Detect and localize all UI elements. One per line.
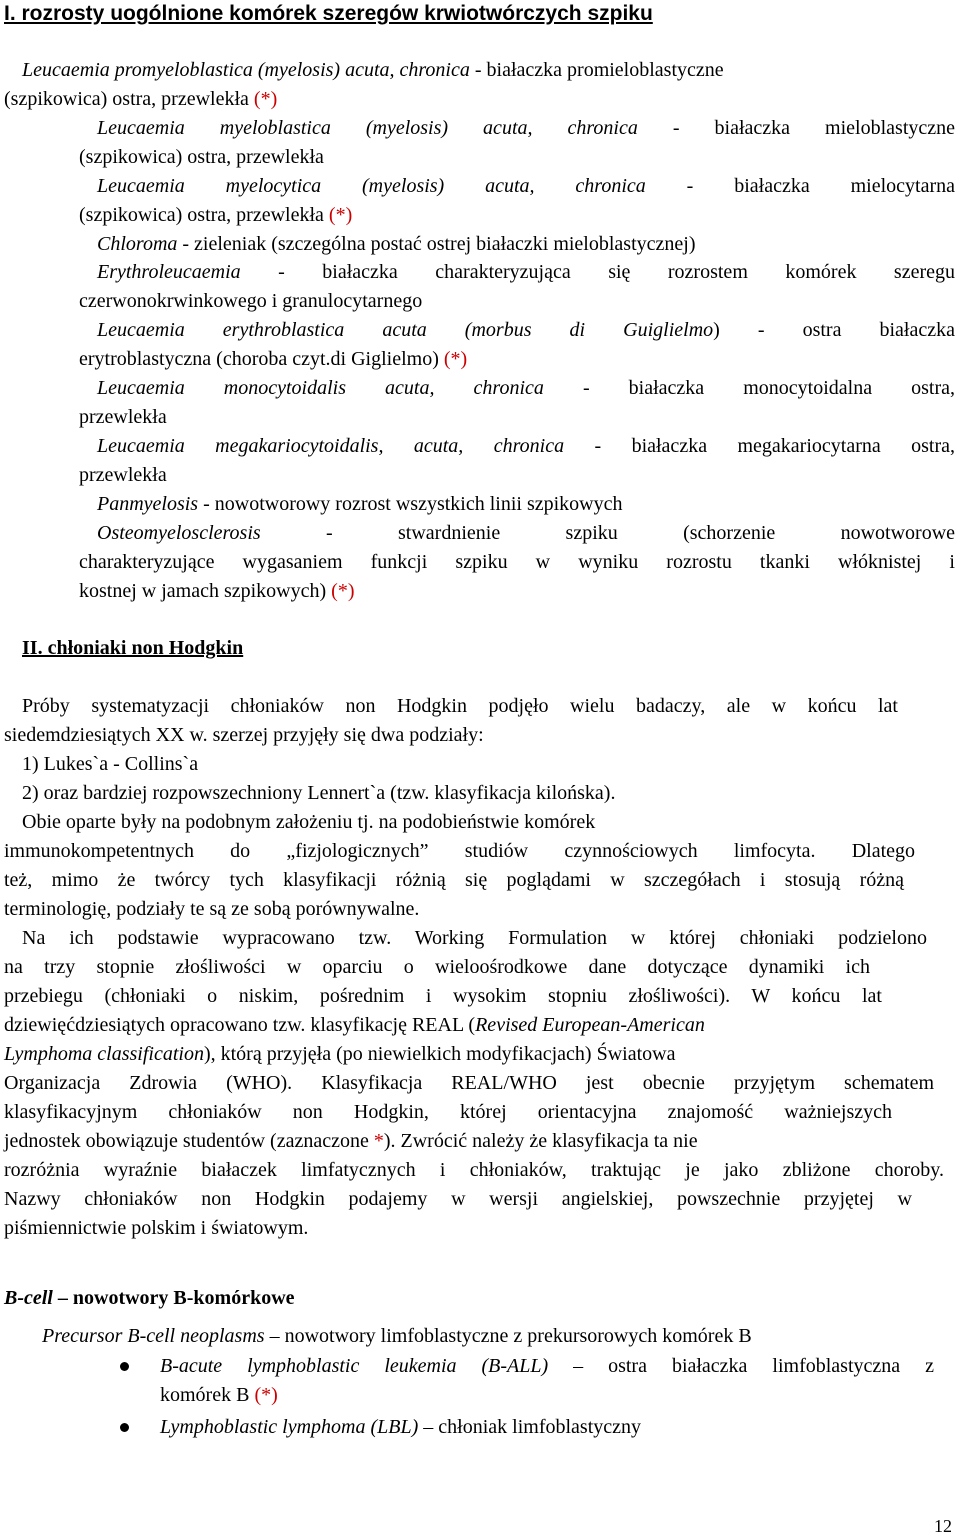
entry-text: (szpikowica) ostra, przewlekła bbox=[79, 204, 324, 226]
list-item-text: – chłoniak limfoblastyczny bbox=[423, 1416, 642, 1438]
paragraph-line: przebiegu (chłoniaki o niskim, pośrednim i wysokim stopniu złośliwości). W końcu lat bbox=[4, 985, 882, 1007]
entry-term: Leucaemia myelocytica (myelosis) acuta, chronica bbox=[97, 175, 646, 197]
paragraph-text: ), którą przyjęła (po niewielkich modyfikacjach) Światowa bbox=[203, 1043, 676, 1065]
paragraph-line: Organizacja Zdrowia (WHO). Klasyfikacja REAL/WHO jest obecnie przyjętym schematem bbox=[4, 1072, 934, 1094]
entry-text: - zieleniak (szczególna postać ostrej białaczki mieloblastycznej) bbox=[182, 233, 696, 255]
list-item-term: Lymphoblastic lymphoma (LBL) bbox=[160, 1416, 419, 1438]
entry-term: Leucaemia erythroblastica acuta (morbus di Guiglielmo bbox=[97, 319, 714, 341]
entry-line bbox=[97, 519, 955, 547]
entry-text: erytroblastyczna (choroba czyt.di Giglielmo) bbox=[79, 348, 439, 370]
category-line bbox=[42, 1322, 752, 1350]
bcell-heading bbox=[4, 1284, 295, 1312]
paragraph-line: na trzy stopnie złośliwości w oparciu o wieloośrodkowe dane dotyczące dynamiki ich bbox=[4, 956, 870, 978]
paragraph-line: Obie oparte były na podobnym założeniu tj. na podobieństwie komórek bbox=[22, 811, 596, 833]
paragraph-line bbox=[4, 1040, 675, 1068]
paragraph-italic: Lymphoma classification bbox=[4, 1043, 204, 1065]
entry-line: przewlekła bbox=[79, 406, 167, 428]
section-heading-1: I. rozrosty uogólnione komórek szeregów krwiotwórczych szpiku bbox=[4, 2, 653, 25]
star-mark: (*) bbox=[328, 204, 353, 226]
entry-text: - białaczka charakteryzująca się rozrostem komórek szeregu bbox=[278, 261, 955, 283]
bullet-icon bbox=[120, 1423, 129, 1432]
entry-line: charakteryzujące wygasaniem funkcji szpiku w wyniku rozrostu tkanki włóknistej i bbox=[79, 551, 955, 573]
category-text: – nowotwory limfoblastyczne z prekursorowych komórek B bbox=[269, 1325, 752, 1347]
entry-text: - białaczka mielocytarna bbox=[686, 175, 955, 197]
paragraph-line: Na ich podstawie wypracowano tzw. Working Formulation w której chłoniaki podzielono bbox=[22, 927, 927, 949]
entry-term: Erythroleucaemia bbox=[97, 261, 241, 283]
entry-term: Panmyelosis bbox=[97, 493, 199, 515]
entry-text: ) - ostra białaczka bbox=[713, 319, 955, 341]
entry-line bbox=[97, 432, 955, 460]
paragraph-line: klasyfikacyjnym chłoniaków non Hodgkin, której orientacyjna znajomość ważniejszych bbox=[4, 1101, 892, 1123]
list-item-cont bbox=[160, 1381, 278, 1409]
paragraph-line: też, mimo że twórcy tych klasyfikacji różnią się poglądami w szczegółach i stosują różną bbox=[4, 869, 904, 891]
entry-line bbox=[97, 316, 955, 344]
entry-line bbox=[97, 172, 955, 200]
entry-line bbox=[79, 345, 467, 373]
entry-line bbox=[97, 230, 696, 258]
paragraph-line bbox=[4, 1127, 698, 1155]
entry-line: przewlekła bbox=[79, 464, 167, 486]
list-item-text: komórek B bbox=[160, 1384, 250, 1406]
paragraph-text: jednostek obowiązuje studentów (zaznaczone bbox=[4, 1130, 369, 1152]
entry-text: - białaczka monocytoidalna ostra, bbox=[582, 377, 956, 399]
paragraph-line: rozróżnia wyraźnie białaczek limfatycznych i chłoniaków, traktując je jako zbliżone choroby. bbox=[4, 1159, 944, 1181]
star-mark: (*) bbox=[331, 580, 355, 602]
paragraph-line: terminologię, podziały te są ze sobą porównywalne. bbox=[4, 898, 420, 920]
bullet-icon bbox=[120, 1362, 129, 1371]
bcell-heading-text: – nowotwory B-komórkowe bbox=[57, 1287, 295, 1309]
entry-line bbox=[79, 201, 352, 229]
paragraph-line: siedemdziesiątych XX w. szerzej przyjęły się dwa podziały: bbox=[4, 724, 484, 746]
paragraph-text: dziewięćdziesiątych opracowano tzw. klasyfikację REAL ( bbox=[4, 1014, 476, 1036]
entry-term: Chloroma bbox=[97, 233, 178, 255]
entry-line bbox=[97, 490, 622, 518]
entry-term: Leucaemia monocytoidalis acuta, chronica bbox=[97, 377, 544, 399]
entry-line: czerwonokrwinkowego i granulocytarnego bbox=[79, 290, 423, 312]
paragraph-line: Nazwy chłoniaków non Hodgkin podajemy w wersji angielskiej, powszechnie przyjętej w bbox=[4, 1188, 912, 1210]
entry-term: Leucaemia megakariocytoidalis, acuta, chronica bbox=[97, 435, 565, 457]
entry-line bbox=[97, 114, 955, 142]
entry-line: (szpikowica) ostra, przewlekła bbox=[79, 146, 324, 168]
entry-text: kostnej w jamach szpikowych) bbox=[79, 580, 327, 602]
paragraph-text: ). Zwrócić należy że klasyfikacja ta nie bbox=[383, 1130, 698, 1152]
star-mark: (*) bbox=[254, 1384, 278, 1406]
entry-line bbox=[4, 85, 277, 113]
list-item-term: B-acute lymphoblastic leukemia (B-ALL) bbox=[160, 1355, 549, 1377]
paragraph-line: Próby systematyzacji chłoniaków non Hodgkin podjęło wielu badaczy, ale w końcu lat bbox=[22, 695, 898, 717]
entry-text: - nowotworowy rozrost wszystkich linii szpikowych bbox=[203, 493, 623, 515]
star-mark: (*) bbox=[253, 88, 278, 110]
entry-text: - białaczka mieloblastyczne bbox=[672, 117, 956, 139]
bcell-heading-term: B-cell bbox=[4, 1287, 53, 1309]
entry-line bbox=[97, 374, 955, 402]
entry-text: - białaczka promieloblastyczne bbox=[474, 59, 724, 81]
entry-term: Leucaemia myeloblastica (myelosis) acuta, chronica bbox=[97, 117, 638, 139]
star-mark: * bbox=[373, 1130, 384, 1152]
entry-text: - stwardnienie szpiku (schorzenie nowotworowe bbox=[326, 522, 956, 544]
paragraph-line: immunokompetentnych do „fizjologicznych” studiów czynnościowych limfocyta. Dlatego bbox=[4, 840, 915, 862]
list-item: 1) Lukes`a - Collins`a bbox=[22, 753, 199, 775]
entry-text: - białaczka megakariocytarna ostra, bbox=[594, 435, 956, 457]
entry-line bbox=[97, 258, 955, 286]
entry-term: Osteomyelosclerosis bbox=[97, 522, 261, 544]
page-number: 12 bbox=[934, 1516, 952, 1536]
paragraph-line: piśmiennictwie polskim i światowym. bbox=[4, 1217, 309, 1239]
entry-term: Leucaemia promyeloblastica (myelosis) acuta, chronica bbox=[22, 59, 470, 81]
list-item bbox=[160, 1352, 934, 1380]
list-item: 2) oraz bardziej rozpowszechniony Lennert`a (tzw. klasyfikacja kilońska). bbox=[22, 782, 616, 804]
star-mark: (*) bbox=[443, 348, 468, 370]
paragraph-italic: Revised European-American bbox=[475, 1014, 705, 1036]
category-term: Precursor B-cell neoplasms bbox=[42, 1325, 265, 1347]
entry-line bbox=[79, 577, 355, 605]
entry-text: (szpikowica) ostra, przewlekła bbox=[4, 88, 249, 110]
section-heading-2: II. chłoniaki non Hodgkin bbox=[22, 637, 244, 659]
paragraph-line bbox=[4, 1011, 705, 1039]
list-item-text: – ostra białaczka limfoblastyczna z bbox=[573, 1355, 934, 1377]
list-item bbox=[160, 1413, 641, 1441]
entry-line bbox=[22, 56, 724, 84]
